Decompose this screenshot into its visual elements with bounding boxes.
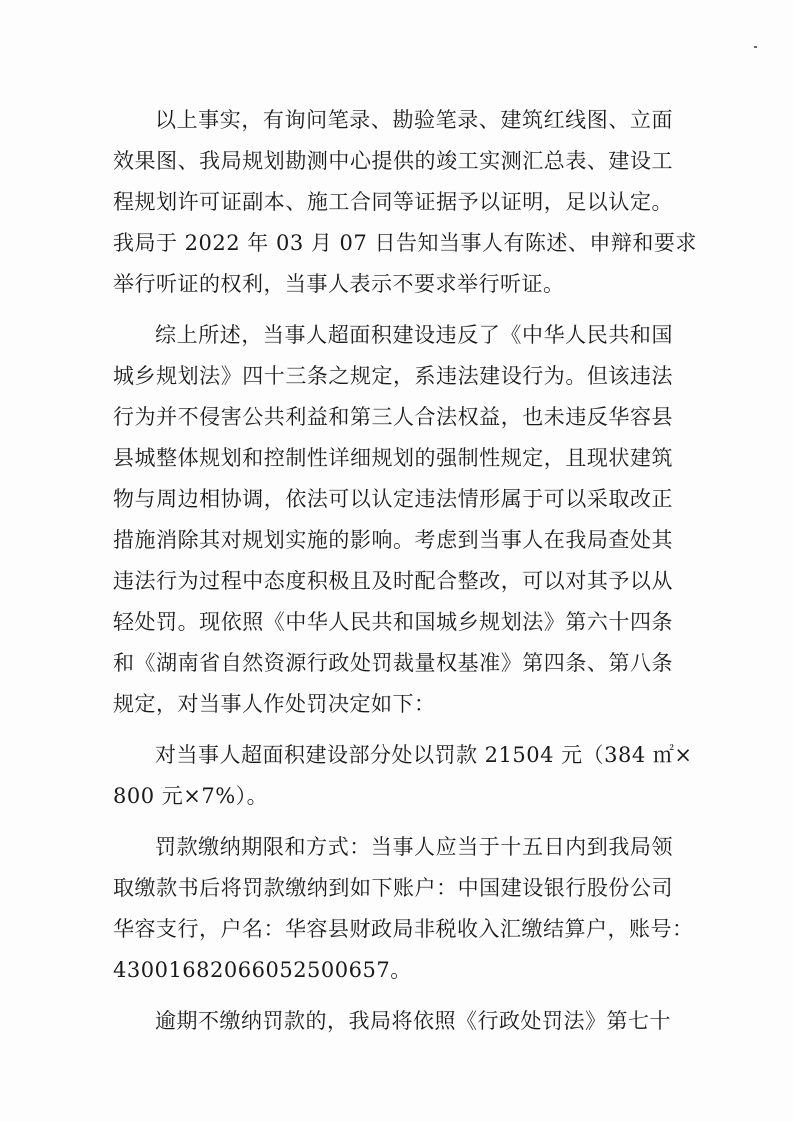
scan-mark <box>754 46 757 48</box>
paragraph-line: 罚款缴纳期限和方式：当事人应当于十五日内到我局领 <box>155 835 673 859</box>
paragraph-line: 逾期不缴纳罚款的，我局将依照《行政处罚法》第七十 <box>155 1009 671 1033</box>
paragraph-payment <box>113 827 694 991</box>
paragraph-line: 城乡规划法》四十三条之规定，系违法建设行为。但该违法 <box>113 364 673 388</box>
paragraph-line: 行为并不侵害公共利益和第三人合法权益，也未违反华容县 <box>113 405 673 429</box>
paragraph-line: 以上事实，有询问笔录、勘验笔录、建筑红线图、立面 <box>155 108 673 132</box>
paragraph-line: 效果图、我局规划勘测中心提供的竣工实测汇总表、建设工 <box>113 149 673 173</box>
paragraph-line: 华容支行，户名：华容县财政局非税收入汇缴结算户，账号： <box>113 917 694 941</box>
paragraph-line: 对当事人超面积建设部分处以罚款 21504 元（384 ㎡× <box>155 743 693 767</box>
paragraph-line: 违法行为过程中态度积极且及时配合整改，可以对其予以从 <box>113 569 673 593</box>
paragraph-penalty <box>113 735 693 817</box>
paragraph-line: 43001682066052500657。 <box>113 958 412 982</box>
paragraph-line: 举行听证的权利，当事人表示不要求举行听证。 <box>113 272 565 296</box>
paragraph-summary <box>113 315 673 725</box>
paragraph-line: 县城整体规划和控制性详细规划的强制性规定，且现状建筑 <box>113 446 673 470</box>
paragraph-line: 轻处罚。现依照《中华人民共和国城乡规划法》第六十四条 <box>113 610 673 634</box>
paragraph-line: 我局于 2022 年 03 月 07 日告知当事人有陈述、申辩和要求 <box>113 231 697 255</box>
paragraph-line: 800 元×7%）。 <box>113 784 269 808</box>
paragraph-line: 程规划许可证副本、施工合同等证据予以证明，足以认定。 <box>113 190 673 214</box>
paragraph-line: 物与周边相协调，依法可以认定违法情形属于可以采取改正 <box>113 487 673 511</box>
paragraph-line: 和《湖南省自然资源行政处罚裁量权基准》第四条、第八条 <box>113 651 673 675</box>
paragraph-line: 综上所述，当事人超面积建设违反了《中华人民共和国 <box>155 323 673 347</box>
paragraph-line: 取缴款书后将罚款缴纳到如下账户：中国建设银行股份公司 <box>113 876 673 900</box>
paragraph-overdue <box>113 1001 673 1042</box>
paragraph-facts <box>113 100 697 305</box>
paragraph-line: 规定，对当事人作处罚决定如下： <box>113 692 436 716</box>
paragraph-line: 措施消除其对规划实施的影响。考虑到当事人在我局查处其 <box>113 528 673 552</box>
document-body <box>113 100 697 1042</box>
